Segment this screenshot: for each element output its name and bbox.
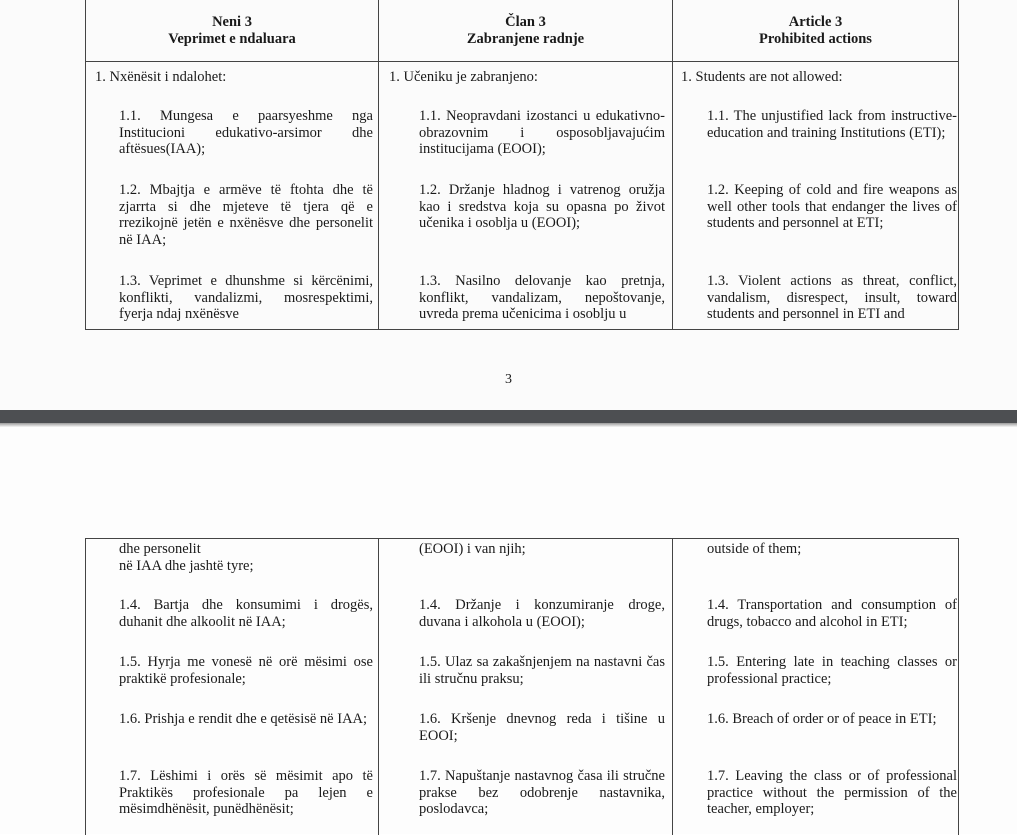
page-number: 3	[505, 372, 512, 387]
header-subtitle: Veprimet e ndaluara	[168, 31, 296, 47]
header-title: Član 3	[505, 14, 546, 30]
sr-item-1-3: 1.3. Nasilno delovanje kao pretnja, konflikt, vandalizam, nepoštovanje, uvreda prema učenicima i osoblju u	[419, 273, 665, 322]
sr-continuation: (EOOI) i van njih;	[419, 541, 526, 557]
en-item-1-1: 1.1. The unjustified lack from instructive-education and training Institutions (ETI);	[707, 108, 957, 141]
sq-item-1-4: 1.4. Bartja dhe konsumimi i drogës, duhanit dhe alkoolit në IAA;	[119, 597, 373, 630]
trilingual-table-bottom	[85, 538, 959, 835]
en-item-1-5: 1.5. Entering late in teaching classes or professional practice;	[707, 654, 957, 687]
en-item-1-7: 1.7. Leaving the class or of professional practice without the permission of the teacher, employer;	[707, 768, 957, 817]
sr-intro: 1. Učeniku je zabranjeno:	[389, 69, 538, 85]
sr-item-1-5: 1.5. Ulaz sa zakašnjenjem na nastavni čas ili stručnu praksu;	[419, 654, 665, 687]
page-separator	[0, 410, 1017, 423]
en-item-1-4: 1.4. Transportation and consumption of drugs, tobacco and alcohol in ETI;	[707, 597, 957, 630]
header-subtitle: Prohibited actions	[759, 31, 872, 47]
column-divider	[672, 0, 673, 329]
sq-intro: 1. Nxënësit i ndalohet:	[95, 69, 227, 85]
sq-continuation-2: në IAA dhe jashtë tyre;	[119, 558, 254, 574]
trilingual-table-top	[85, 0, 959, 330]
sq-item-1-6: 1.6. Prishja e rendit dhe e qetësisë në IAA;	[119, 711, 368, 727]
header-serbian	[379, 14, 672, 48]
header-subtitle: Zabranjene radnje	[466, 31, 585, 47]
sq-item-1-3: 1.3. Veprimet e dhunshme si kërcënimi, konflikti, vandalizmi, mosrespektimi, fyerja ndaj nxënësve	[119, 273, 373, 322]
en-item-1-6: 1.6. Breach of order or of peace in ETI;	[707, 711, 937, 727]
column-divider	[378, 539, 379, 835]
en-item-1-2: 1.2. Keeping of cold and fire weapons as well other tools that endanger the lives of students and personnel at ETI;	[707, 182, 957, 231]
sq-item-1-2: 1.2. Mbajtja e armëve të ftohta dhe të zjarrta si dhe mjeteve të tjera që e rrezikojnë jetën e nxënësve dhe personelit në IAA;	[119, 182, 373, 248]
sq-continuation-1: dhe personelit	[119, 541, 201, 557]
sr-item-1-4: 1.4. Držanje i konzumiranje droge, duvana i alkohola u (EOOI);	[419, 597, 665, 630]
sr-item-1-2: 1.2. Držanje hladnog i vatrenog oružja kao i sredstva koja su opasna po život učenika i osoblja u (EOOI);	[419, 182, 665, 231]
sq-item-1-1: 1.1. Mungesa e paarsyeshme nga Institucioni edukativo-arsimor dhe aftësues(IAA);	[119, 108, 373, 157]
header-english	[673, 14, 958, 48]
header-title: Article 3	[788, 14, 843, 30]
header-albanian	[86, 14, 378, 48]
column-divider	[378, 0, 379, 329]
sq-item-1-5: 1.5. Hyrja me vonesë në orë mësimi ose praktikë profesionale;	[119, 654, 373, 687]
sr-item-1-7: 1.7. Napuštanje nastavnog časa ili stručne prakse bez odobrenje nastavnika, poslodavca;	[419, 768, 665, 817]
header-title: Neni 3	[212, 14, 252, 30]
sr-item-1-1: 1.1. Neopravdani izostanci u edukativno-obrazovnim i osposobljavajućim institucijama (EOOI);	[419, 108, 665, 157]
en-continuation: outside of them;	[707, 541, 802, 557]
sr-item-1-6: 1.6. Kršenje dnevnog reda i tišine u EOOI;	[419, 711, 665, 744]
header-divider	[86, 61, 958, 62]
sq-item-1-7: 1.7. Lëshimi i orës së mësimit apo të Praktikës profesionale pa lejen e mësimdhënësit, punëdhënësit;	[119, 768, 373, 817]
en-intro: 1. Students are not allowed:	[681, 69, 843, 85]
column-divider	[672, 539, 673, 835]
en-item-1-3: 1.3. Violent actions as threat, conflict, vandalism, disrespect, insult, toward students and personnel in ETI and	[707, 273, 957, 322]
